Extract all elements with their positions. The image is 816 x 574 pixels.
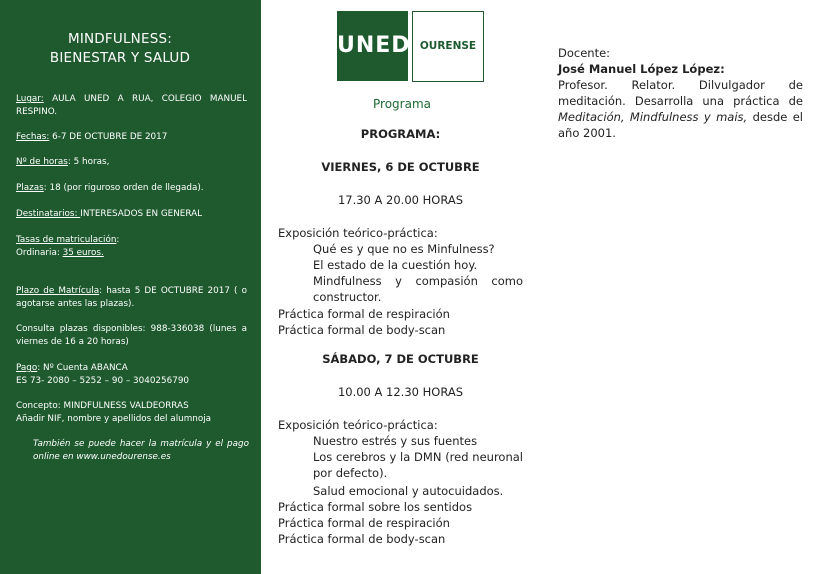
fechas-info: Fechas: 6-7 DE OCTUBRE DE 2017 xyxy=(16,132,168,142)
day1-heading: VIERNES, 6 DE OCTUBRE xyxy=(321,160,480,174)
list-item: Práctica formal de body-scan xyxy=(278,532,446,546)
list-item: Práctica formal sobre los sentidos xyxy=(278,500,473,514)
programa-label: Programa xyxy=(373,97,431,111)
pago-info: Pago: Nº Cuenta ABANCA ES 73- 2080 – 5252 – 90 – 3040256790 xyxy=(16,363,190,386)
day2-expo: Exposición teórico-práctica: xyxy=(278,418,438,432)
online-note: También se puede hacer la matrícula y el pago online en www.unedourense.es xyxy=(33,439,249,462)
list-item: Práctica formal de body-scan xyxy=(278,323,446,337)
plazas-info: Plazas: 18 (por riguroso orden de llegada). xyxy=(16,183,204,193)
lugar-info: Lugar: AULA UNED A RUA, COLEGIO MANUEL RESPINO. xyxy=(16,94,247,117)
destinatarios-info: Destinatarios: INTERESADOS EN GENERAL xyxy=(16,209,203,219)
plazo-info: Plazo de Matrícula: hasta 5 DE OCTUBRE 2017 ( o agotarse antes las plazas). xyxy=(16,286,247,309)
list-item: Nuestro estrés y sus fuentes xyxy=(313,434,478,448)
uned-logo: UNED xyxy=(337,11,408,81)
ourense-logo: OURENSE xyxy=(412,11,484,82)
tasas-info: Tasas de matriculación: Ordinaria: 35 euros. xyxy=(16,235,120,258)
day1-expo: Exposición teórico-práctica: xyxy=(278,226,438,240)
list-item: Práctica formal de respiración xyxy=(278,516,450,530)
list-item: Los cerebros y la DMN (red neuronal por defecto). xyxy=(313,450,523,480)
day2-hours: 10.00 A 12.30 HORAS xyxy=(337,385,464,399)
list-item: Práctica formal de respiración xyxy=(278,307,450,321)
list-item: Mindfulness y compasión como constructor. xyxy=(313,274,523,304)
docente-block: Docente: José Manuel López López: Profesor. Relator. Dilvulgador de meditación. Desarrolla una práctica de Meditación, Mindfulness y mais, desde el año 2001. xyxy=(558,46,803,140)
consulta-info: Consulta plazas disponibles: 988-336038 (lunes a viernes de 16 a 20 horas) xyxy=(16,324,247,347)
list-item: Qué es y que no es Minfulness? xyxy=(313,242,495,256)
concepto-info: Concepto: MINDFULNESS VALDEORRAS Añadir NIF, nombre y apellidos del alumnoja xyxy=(16,401,212,424)
day2-heading: SÁBADO, 7 DE OCTUBRE xyxy=(322,352,479,366)
list-item: Salud emocional y autocuidados. xyxy=(313,484,504,498)
course-title: MINDFULNESS: BIENESTAR Y SALUD xyxy=(49,31,191,66)
programa-heading: PROGRAMA: xyxy=(360,127,441,141)
horas-info: Nº de horas: 5 horas, xyxy=(16,157,110,167)
day1-hours: 17.30 A 20.00 HORAS xyxy=(337,193,464,207)
info-sidebar xyxy=(0,0,261,574)
list-item: El estado de la cuestión hoy. xyxy=(313,258,478,272)
